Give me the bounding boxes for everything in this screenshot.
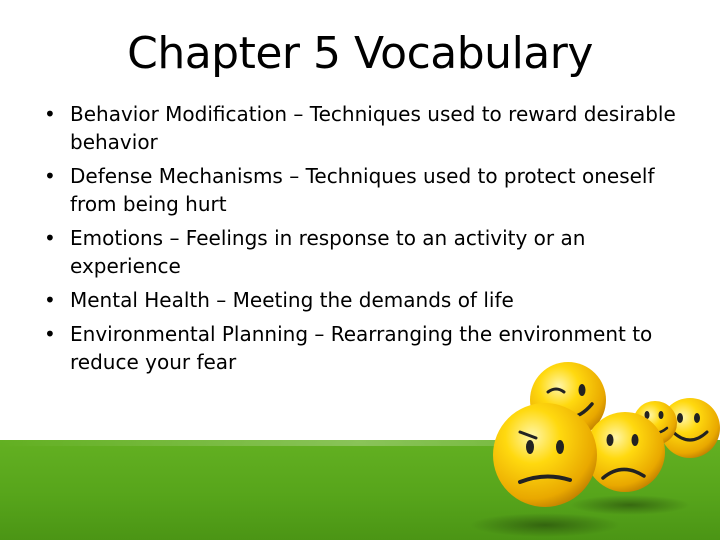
vocabulary-list — [44, 100, 684, 382]
vocabulary-item: • Defense Mechanisms – Techniques used to protect oneself from being hurt — [44, 162, 684, 218]
vocabulary-item: • Environmental Planning – Rearranging the environment to reduce your fear — [44, 320, 684, 376]
slide-title: Chapter 5 Vocabulary — [127, 28, 593, 79]
vocabulary-item: • Behavior Modification – Techniques used to reward desirable behavior — [44, 100, 684, 156]
green-footer-band — [0, 440, 720, 540]
vocabulary-item: • Mental Health – Meeting the demands of life — [44, 286, 684, 314]
vocabulary-item: • Emotions – Feelings in response to an activity or an experience — [44, 224, 684, 280]
smiley-icon — [633, 401, 677, 445]
